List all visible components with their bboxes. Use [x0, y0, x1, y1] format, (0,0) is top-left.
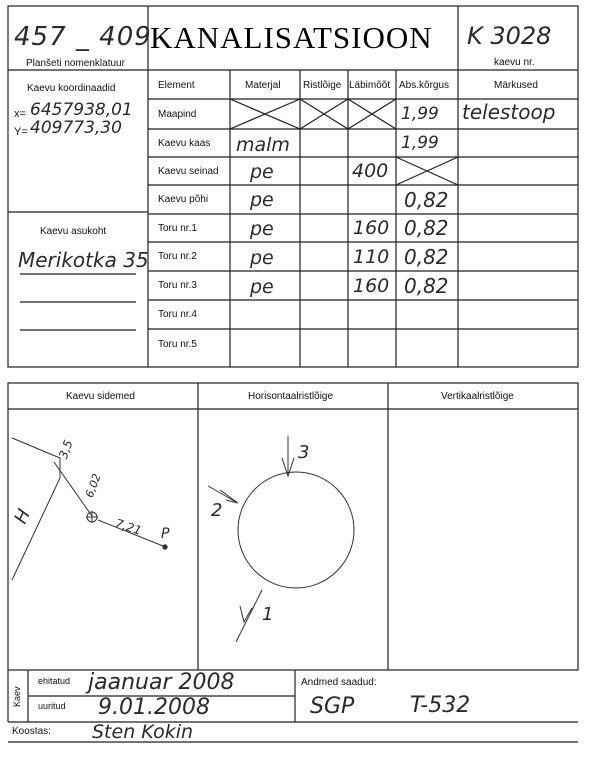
panel-title-horizontal: Horisontaalristlõige [248, 391, 334, 402]
cell-diameter-6: 160 [353, 275, 390, 297]
col-header-element: Element [158, 80, 195, 91]
panel-title-connections: Kaevu sidemed [66, 391, 135, 402]
dist-a-label: 3,5 [56, 438, 76, 461]
cell-material-3: pe [250, 189, 274, 211]
location-label: Kaevu asukoht [40, 226, 107, 237]
compiled-by-label: Koostas: [12, 726, 51, 737]
cell-abs-6: 0,82 [404, 274, 449, 298]
row-label-6: Toru nr.3 [158, 280, 197, 291]
dist-c-label: 7,21 [113, 516, 144, 538]
data-source-value-2: T-532 [410, 693, 471, 718]
data-source-label: Andmed saadud: [301, 677, 377, 688]
cell-diameter-2: 400 [352, 160, 389, 182]
panel-title-vertical: Vertikaalristlõige [441, 391, 514, 402]
col-header-cross: Ristlõige [303, 80, 342, 91]
letter-h-label: H [10, 505, 36, 528]
cell-material-2: pe [250, 161, 274, 183]
page-title: KANALISATSIOON [150, 20, 433, 55]
sheet-nomenclature-label: Planšeti nomenklatuur [26, 58, 125, 69]
pipe-2-label: 2 [211, 500, 223, 521]
cell-abs-3: 0,82 [404, 188, 449, 212]
coord-y-value: 409773,30 [30, 118, 122, 138]
built-label: ehitatud [38, 676, 71, 686]
sheet-nomenclature-value: 457 _ 409 [14, 22, 152, 52]
compiled-by-value: Sten Kokin [92, 721, 194, 743]
letter-p-label: P [161, 526, 170, 542]
cell-material-1: malm [236, 134, 290, 156]
row-label-3: Kaevu põhi [158, 194, 209, 205]
row-label-1: Kaevu kaas [158, 138, 211, 149]
well-number-label: kaevu nr. [494, 57, 535, 68]
col-header-abs-height: Abs.kõrgus [399, 80, 450, 91]
coord-x-prefix: x= [14, 108, 26, 120]
cell-material-5: pe [250, 247, 274, 269]
cell-material-6: pe [250, 276, 274, 298]
well-number-value: K 3028 [467, 22, 552, 50]
col-header-diameter: Läbimõõt [349, 80, 391, 91]
row-label-5: Toru nr.2 [158, 251, 197, 262]
coord-x-value: 6457938,01 [30, 100, 133, 120]
measured-label: uuritud [38, 701, 66, 711]
data-source-value-1: SGP [310, 694, 355, 719]
pipe-1-label: 1 [262, 604, 274, 625]
cell-material-4: pe [250, 218, 274, 240]
coord-y-prefix: Y= [14, 126, 28, 138]
location-value: Merikotka 35 [18, 248, 149, 272]
row-label-8: Toru nr.5 [158, 339, 197, 350]
row-label-2: Kaevu seinad [158, 166, 219, 177]
cell-abs-5: 0,82 [404, 245, 449, 269]
row-label-4: Toru nr.1 [158, 223, 197, 234]
row-label-0: Maapind [158, 109, 197, 120]
footer-side-label: Kaev [12, 686, 22, 707]
col-header-notes: Märkused [494, 80, 538, 91]
cell-abs-0: 1,99 [401, 104, 439, 124]
cell-abs-1: 1,99 [401, 133, 439, 153]
cell-diameter-5: 110 [353, 246, 390, 268]
cell-abs-4: 0,82 [404, 216, 449, 240]
coordinates-label: Kaevu koordinaadid [27, 83, 116, 94]
col-header-material: Materjal [245, 80, 281, 91]
dist-b-label: 6,02 [83, 471, 104, 500]
row-label-7: Toru nr.4 [158, 309, 197, 320]
built-value: jaanuar 2008 [88, 670, 235, 695]
cell-notes-0: telestoop [462, 100, 556, 124]
cell-diameter-4: 160 [353, 217, 390, 239]
pipe-3-label: 3 [298, 442, 310, 463]
measured-value: 9.01.2008 [98, 695, 210, 720]
